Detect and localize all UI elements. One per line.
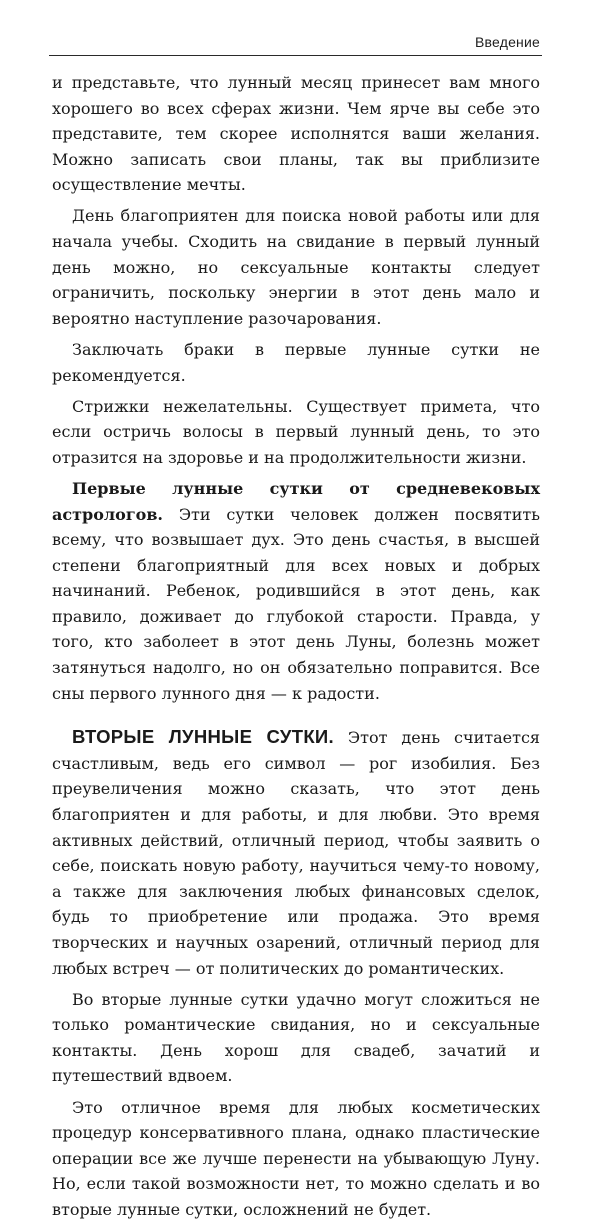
paragraph-cosmetics: Это отличное время для любых косметических процедур консервативного плана, однако пластические операции все же лучше перенести на убывающую Луну. Но, если такой возможности нет, то можно сделать и во вторые лунные сутки, осложнений не будет.: [52, 1097, 540, 1219]
paragraph-job-search: День благоприятен для поиска новой работы или для начала учебы. Сходить на свидание в первый лунный день можно, но сексуальные контакты следует ограничить, поскольку энергии в этот день мало и вероятно наступление разочарования.: [52, 206, 540, 328]
paragraph-marriage: Заключать браки в первые лунные сутки не рекомендуется.: [52, 339, 540, 385]
body-text: [52, 70, 540, 1223]
paragraph-haircut: Стрижки нежелательны. Существует примета, что если остричь волосы в первый лунный день, то это отразится на здоровье и на продолжительности жизни.: [52, 396, 540, 467]
running-header: [0, 0, 592, 60]
medieval-astrologers-text: Эти сутки человек должен посвятить всему, что возвышает дух. Это день счастья, в высшей степени благоприятный для всех новых и добрых начинаний. Ребенок, родившийся в этот день, как правило, доживает до глубокой старости. Правда, у того, кто заболеет в этот день Луны, болезнь может затянуться надолго, но он обязательно поправится. Все сны первого лунного дня — к радости.: [52, 504, 540, 703]
paragraph-continuation: и представьте, что лунный месяц принесет вам много хорошего во всех сферах жизни. Чем ярче вы себе это представите, тем скорее исполнятся ваши желания. Можно записать свои планы, так вы приблизите осуществление мечты.: [52, 73, 540, 195]
second-lunar-day-text: Этот день считается счастливым, ведь его символ — рог изобилия. Без преувеличения можно сказать, что этот день благоприятен и для работы, и для любви. Это время активных действий, отличный период, чтобы заявить о себе, поискать новую работу, научиться чему-то новому, а также для заключения любых финансовых сделок, будь то приобретение или продажа. Это время творческих и научных озарений, отличный период для любых встреч — от политических до романтических.: [52, 728, 540, 978]
paragraph-second-lunar-day: [52, 724, 540, 981]
medieval-astrologers-lead: Первые лунные сутки от средневековых астрологов.: [52, 478, 540, 524]
paragraph-medieval-astrologers: [52, 476, 540, 706]
section-heading-second-lunar-day: ВТОРЫЕ ЛУННЫЕ СУТКИ.: [72, 726, 334, 748]
running-header-title: Введение: [475, 34, 540, 50]
header-rule: [49, 55, 542, 56]
paragraph-romance: Во вторые лунные сутки удачно могут сложиться не только романтические свидания, но и сексуальные контакты. День хорош для свадеб, зачатий и путешествий вдвоем.: [52, 989, 540, 1086]
